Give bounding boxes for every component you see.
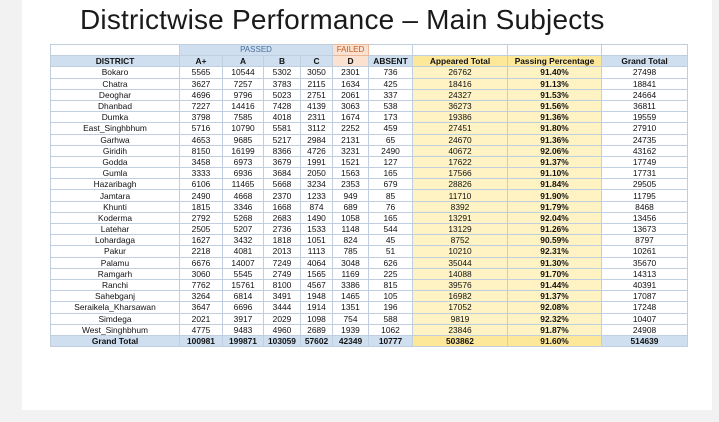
cell-absent: 425 — [369, 78, 413, 89]
cell-a-plus: 1627 — [180, 235, 223, 246]
cell-grand-total: 27498 — [602, 67, 688, 78]
cell-b: 3684 — [264, 168, 301, 179]
cell-c: 2115 — [301, 78, 333, 89]
cell-b: 5023 — [264, 89, 301, 100]
cell-d: 689 — [333, 201, 369, 212]
cell-appeared-total: 19386 — [413, 112, 508, 123]
cell-absent: 165 — [369, 168, 413, 179]
cell-passing-percentage: 91.36% — [508, 112, 602, 123]
cell-passing-percentage: 91.84% — [508, 179, 602, 190]
cell-b: 4960 — [264, 324, 301, 335]
cell-a-plus: 2490 — [180, 190, 223, 201]
cell-a-plus: 3798 — [180, 112, 223, 123]
cell-a: 10790 — [223, 123, 264, 134]
cell-district: Seraikela_Kharsawan — [51, 302, 180, 313]
cell-b: 3491 — [264, 291, 301, 302]
column-header-d: D — [333, 56, 369, 67]
cell-c: 1565 — [301, 268, 333, 279]
table-row — [51, 123, 688, 134]
cell-a: 7257 — [223, 78, 264, 89]
cell-passing-percentage: 91.26% — [508, 224, 602, 235]
total-b: 103059 — [264, 335, 301, 346]
cell-absent: 173 — [369, 112, 413, 123]
cell-a-plus: 4696 — [180, 89, 223, 100]
cell-c: 4139 — [301, 100, 333, 111]
cell-appeared-total: 8392 — [413, 201, 508, 212]
cell-d: 2252 — [333, 123, 369, 134]
cell-passing-percentage: 91.10% — [508, 168, 602, 179]
cell-a-plus: 2792 — [180, 212, 223, 223]
cell-passing-percentage: 91.53% — [508, 89, 602, 100]
cell-appeared-total: 27451 — [413, 123, 508, 134]
cell-district: Dumka — [51, 112, 180, 123]
cell-a: 16199 — [223, 145, 264, 156]
cell-district: Hazaribagh — [51, 179, 180, 190]
cell-d: 754 — [333, 313, 369, 324]
cell-appeared-total: 28826 — [413, 179, 508, 190]
cell-a: 3917 — [223, 313, 264, 324]
cell-a: 14416 — [223, 100, 264, 111]
cell-grand-total: 17248 — [602, 302, 688, 313]
table-row — [51, 89, 688, 100]
cell-a: 9796 — [223, 89, 264, 100]
cell-a-plus: 8150 — [180, 145, 223, 156]
table-row — [51, 156, 688, 167]
cell-appeared-total: 24670 — [413, 134, 508, 145]
cell-d: 3048 — [333, 257, 369, 268]
cell-appeared-total: 14088 — [413, 268, 508, 279]
cell-a-plus: 3627 — [180, 78, 223, 89]
cell-d: 3386 — [333, 279, 369, 290]
cell-c: 3234 — [301, 179, 333, 190]
cell-appeared-total: 11710 — [413, 190, 508, 201]
cell-a: 15761 — [223, 279, 264, 290]
slide — [22, 0, 712, 410]
cell-d: 3231 — [333, 145, 369, 156]
cell-b: 1668 — [264, 201, 301, 212]
cell-appeared-total: 13129 — [413, 224, 508, 235]
cell-c: 2050 — [301, 168, 333, 179]
cell-grand-total: 24908 — [602, 324, 688, 335]
cell-passing-percentage: 91.79% — [508, 201, 602, 212]
cell-grand-total: 8468 — [602, 201, 688, 212]
cell-passing-percentage: 91.37% — [508, 291, 602, 302]
cell-district: Deoghar — [51, 89, 180, 100]
cell-district: Garhwa — [51, 134, 180, 145]
column-header-b: B — [264, 56, 301, 67]
failed-group-header: FAILED — [333, 45, 369, 56]
cell-b: 2029 — [264, 313, 301, 324]
table-row — [51, 291, 688, 302]
cell-d: 2061 — [333, 89, 369, 100]
cell-grand-total: 18841 — [602, 78, 688, 89]
cell-district: Simdega — [51, 313, 180, 324]
cell-a-plus: 3647 — [180, 302, 223, 313]
cell-absent: 127 — [369, 156, 413, 167]
table-row — [51, 145, 688, 156]
cell-d: 2131 — [333, 134, 369, 145]
cell-a-plus: 7227 — [180, 100, 223, 111]
cell-passing-percentage: 92.04% — [508, 212, 602, 223]
cell-appeared-total: 16982 — [413, 291, 508, 302]
cell-a-plus: 6106 — [180, 179, 223, 190]
cell-appeared-total: 23846 — [413, 324, 508, 335]
cell-d: 1058 — [333, 212, 369, 223]
cell-a-plus: 3333 — [180, 168, 223, 179]
cell-c: 4064 — [301, 257, 333, 268]
cell-grand-total: 36811 — [602, 100, 688, 111]
cell-a: 11465 — [223, 179, 264, 190]
cell-grand-total: 17731 — [602, 168, 688, 179]
cell-a: 3432 — [223, 235, 264, 246]
cell-district: Lohardaga — [51, 235, 180, 246]
cell-grand-total: 13456 — [602, 212, 688, 223]
cell-district: Sahebganj — [51, 291, 180, 302]
cell-a: 14007 — [223, 257, 264, 268]
cell-c: 4567 — [301, 279, 333, 290]
cell-passing-percentage: 90.59% — [508, 235, 602, 246]
cell-absent: 538 — [369, 100, 413, 111]
cell-appeared-total: 17622 — [413, 156, 508, 167]
cell-absent: 588 — [369, 313, 413, 324]
cell-a: 9685 — [223, 134, 264, 145]
cell-b: 3783 — [264, 78, 301, 89]
cell-passing-percentage: 91.37% — [508, 156, 602, 167]
cell-d: 1634 — [333, 78, 369, 89]
cell-a-plus: 2505 — [180, 224, 223, 235]
table-row — [51, 201, 688, 212]
cell-absent: 165 — [369, 212, 413, 223]
cell-passing-percentage: 92.31% — [508, 246, 602, 257]
table-row — [51, 168, 688, 179]
table-row — [51, 224, 688, 235]
cell-a-plus: 4653 — [180, 134, 223, 145]
column-header-absent: ABSENT — [369, 56, 413, 67]
cell-b: 8100 — [264, 279, 301, 290]
cell-d: 1521 — [333, 156, 369, 167]
cell-absent: 76 — [369, 201, 413, 212]
table-row — [51, 268, 688, 279]
cell-b: 3444 — [264, 302, 301, 313]
cell-passing-percentage: 91.44% — [508, 279, 602, 290]
cell-district: Chatra — [51, 78, 180, 89]
cell-a-plus: 3060 — [180, 268, 223, 279]
cell-appeared-total: 17052 — [413, 302, 508, 313]
cell-grand-total: 8797 — [602, 235, 688, 246]
cell-appeared-total: 35044 — [413, 257, 508, 268]
cell-d: 2301 — [333, 67, 369, 78]
total-a-plus: 100981 — [180, 335, 223, 346]
cell-grand-total: 43162 — [602, 145, 688, 156]
cell-d: 1169 — [333, 268, 369, 279]
total-c: 57602 — [301, 335, 333, 346]
cell-appeared-total: 18416 — [413, 78, 508, 89]
column-header-row — [51, 56, 688, 67]
cell-c: 1098 — [301, 313, 333, 324]
cell-a-plus: 4775 — [180, 324, 223, 335]
table-row — [51, 313, 688, 324]
cell-a: 9483 — [223, 324, 264, 335]
cell-b: 2749 — [264, 268, 301, 279]
cell-d: 785 — [333, 246, 369, 257]
cell-c: 4726 — [301, 145, 333, 156]
cell-d: 1939 — [333, 324, 369, 335]
cell-b: 5668 — [264, 179, 301, 190]
page-title: Districtwise Performance – Main Subjects — [80, 4, 605, 35]
cell-appeared-total: 8752 — [413, 235, 508, 246]
cell-d: 3063 — [333, 100, 369, 111]
cell-grand-total: 27910 — [602, 123, 688, 134]
table-row — [51, 112, 688, 123]
cell-c: 3112 — [301, 123, 333, 134]
cell-grand-total: 24664 — [602, 89, 688, 100]
grand-total-row — [51, 335, 688, 346]
cell-district: Jamtara — [51, 190, 180, 201]
cell-passing-percentage: 92.08% — [508, 302, 602, 313]
cell-d: 949 — [333, 190, 369, 201]
cell-grand-total: 14313 — [602, 268, 688, 279]
cell-b: 7428 — [264, 100, 301, 111]
cell-appeared-total: 26762 — [413, 67, 508, 78]
cell-grand-total: 35670 — [602, 257, 688, 268]
cell-absent: 544 — [369, 224, 413, 235]
cell-a-plus: 1815 — [180, 201, 223, 212]
table-row — [51, 190, 688, 201]
cell-b: 5302 — [264, 67, 301, 78]
cell-c: 1991 — [301, 156, 333, 167]
cell-a-plus: 3264 — [180, 291, 223, 302]
cell-grand-total: 11795 — [602, 190, 688, 201]
cell-a: 10544 — [223, 67, 264, 78]
cell-absent: 225 — [369, 268, 413, 279]
cell-absent: 815 — [369, 279, 413, 290]
cell-d: 1351 — [333, 302, 369, 313]
table-row — [51, 324, 688, 335]
cell-grand-total: 17087 — [602, 291, 688, 302]
column-header-appeared-total: Appeared Total — [413, 56, 508, 67]
column-header-grand-total: Grand Total — [602, 56, 688, 67]
cell-d: 1563 — [333, 168, 369, 179]
cell-absent: 679 — [369, 179, 413, 190]
cell-absent: 65 — [369, 134, 413, 145]
total-passing-percentage: 91.60% — [508, 335, 602, 346]
cell-district: Koderma — [51, 212, 180, 223]
cell-a-plus: 7762 — [180, 279, 223, 290]
column-header-c: C — [301, 56, 333, 67]
cell-c: 3050 — [301, 67, 333, 78]
cell-a: 3346 — [223, 201, 264, 212]
cell-grand-total: 40391 — [602, 279, 688, 290]
cell-appeared-total: 40672 — [413, 145, 508, 156]
cell-b: 8366 — [264, 145, 301, 156]
cell-passing-percentage: 91.13% — [508, 78, 602, 89]
table-row — [51, 179, 688, 190]
cell-district: Gumla — [51, 168, 180, 179]
cell-absent: 1062 — [369, 324, 413, 335]
table-row — [51, 212, 688, 223]
cell-b: 2736 — [264, 224, 301, 235]
cell-passing-percentage: 91.40% — [508, 67, 602, 78]
cell-district: Latehar — [51, 224, 180, 235]
cell-b: 5217 — [264, 134, 301, 145]
cell-a-plus: 3458 — [180, 156, 223, 167]
cell-district: Ramgarh — [51, 268, 180, 279]
table-row — [51, 134, 688, 145]
cell-d: 1148 — [333, 224, 369, 235]
table-row — [51, 67, 688, 78]
cell-passing-percentage: 91.90% — [508, 190, 602, 201]
cell-a-plus: 6676 — [180, 257, 223, 268]
column-header-a-plus: A+ — [180, 56, 223, 67]
cell-grand-total: 10407 — [602, 313, 688, 324]
cell-absent: 45 — [369, 235, 413, 246]
cell-passing-percentage: 91.36% — [508, 134, 602, 145]
cell-passing-percentage: 91.56% — [508, 100, 602, 111]
cell-district: Pakur — [51, 246, 180, 257]
cell-district: Palamu — [51, 257, 180, 268]
cell-a-plus: 2021 — [180, 313, 223, 324]
cell-a: 6973 — [223, 156, 264, 167]
cell-b: 3679 — [264, 156, 301, 167]
cell-grand-total: 19559 — [602, 112, 688, 123]
cell-appeared-total: 36273 — [413, 100, 508, 111]
cell-c: 1051 — [301, 235, 333, 246]
total-appeared-total: 503862 — [413, 335, 508, 346]
cell-absent: 105 — [369, 291, 413, 302]
cell-grand-total: 24735 — [602, 134, 688, 145]
cell-passing-percentage: 92.06% — [508, 145, 602, 156]
cell-appeared-total: 39576 — [413, 279, 508, 290]
table-row — [51, 246, 688, 257]
cell-passing-percentage: 91.80% — [508, 123, 602, 134]
cell-district: Godda — [51, 156, 180, 167]
cell-grand-total: 10261 — [602, 246, 688, 257]
table-row — [51, 279, 688, 290]
cell-b: 2013 — [264, 246, 301, 257]
cell-c: 1113 — [301, 246, 333, 257]
total-district: Grand Total — [51, 335, 180, 346]
cell-c: 874 — [301, 201, 333, 212]
cell-appeared-total: 10210 — [413, 246, 508, 257]
cell-district: Dhanbad — [51, 100, 180, 111]
cell-appeared-total: 9819 — [413, 313, 508, 324]
cell-b: 7249 — [264, 257, 301, 268]
table-row — [51, 257, 688, 268]
cell-a: 6814 — [223, 291, 264, 302]
cell-passing-percentage: 91.87% — [508, 324, 602, 335]
cell-a: 4081 — [223, 246, 264, 257]
cell-a-plus: 5716 — [180, 123, 223, 134]
cell-d: 1465 — [333, 291, 369, 302]
cell-a: 7585 — [223, 112, 264, 123]
cell-c: 2984 — [301, 134, 333, 145]
cell-appeared-total: 13291 — [413, 212, 508, 223]
performance-table — [50, 44, 688, 347]
cell-absent: 196 — [369, 302, 413, 313]
cell-c: 2751 — [301, 89, 333, 100]
cell-c: 1233 — [301, 190, 333, 201]
table-row — [51, 78, 688, 89]
cell-c: 2311 — [301, 112, 333, 123]
total-absent: 10777 — [369, 335, 413, 346]
cell-district: Giridih — [51, 145, 180, 156]
cell-absent: 2490 — [369, 145, 413, 156]
cell-d: 824 — [333, 235, 369, 246]
cell-b: 2370 — [264, 190, 301, 201]
table-row — [51, 100, 688, 111]
cell-c: 1948 — [301, 291, 333, 302]
passed-group-header: PASSED — [180, 45, 333, 56]
cell-a: 5268 — [223, 212, 264, 223]
cell-d: 1674 — [333, 112, 369, 123]
table-row — [51, 302, 688, 313]
cell-district: West_Singhbhum — [51, 324, 180, 335]
cell-a-plus: 2218 — [180, 246, 223, 257]
column-header-district: DISTRICT — [51, 56, 180, 67]
cell-b: 5581 — [264, 123, 301, 134]
total-a: 199871 — [223, 335, 264, 346]
cell-absent: 85 — [369, 190, 413, 201]
cell-a: 6936 — [223, 168, 264, 179]
cell-absent: 51 — [369, 246, 413, 257]
cell-c: 1914 — [301, 302, 333, 313]
cell-b: 2683 — [264, 212, 301, 223]
table-row — [51, 235, 688, 246]
cell-absent: 337 — [369, 89, 413, 100]
cell-grand-total: 17749 — [602, 156, 688, 167]
cell-district: East_Singhbhum — [51, 123, 180, 134]
cell-passing-percentage: 92.32% — [508, 313, 602, 324]
cell-appeared-total: 24327 — [413, 89, 508, 100]
cell-appeared-total: 17566 — [413, 168, 508, 179]
column-header-passing-percentage: Passing Percentage — [508, 56, 602, 67]
cell-grand-total: 29505 — [602, 179, 688, 190]
cell-c: 2689 — [301, 324, 333, 335]
cell-grand-total: 13673 — [602, 224, 688, 235]
column-header-a: A — [223, 56, 264, 67]
cell-district: Bokaro — [51, 67, 180, 78]
cell-d: 2353 — [333, 179, 369, 190]
cell-a: 5545 — [223, 268, 264, 279]
cell-c: 1533 — [301, 224, 333, 235]
total-grand-total: 514639 — [602, 335, 688, 346]
cell-district: Khunti — [51, 201, 180, 212]
cell-a: 5207 — [223, 224, 264, 235]
cell-absent: 736 — [369, 67, 413, 78]
cell-absent: 459 — [369, 123, 413, 134]
cell-passing-percentage: 91.30% — [508, 257, 602, 268]
cell-district: Ranchi — [51, 279, 180, 290]
cell-a: 6696 — [223, 302, 264, 313]
total-d: 42349 — [333, 335, 369, 346]
cell-passing-percentage: 91.70% — [508, 268, 602, 279]
cell-b: 1818 — [264, 235, 301, 246]
cell-b: 4018 — [264, 112, 301, 123]
cell-c: 1490 — [301, 212, 333, 223]
group-header-row — [51, 45, 688, 56]
cell-a: 4668 — [223, 190, 264, 201]
cell-a-plus: 5565 — [180, 67, 223, 78]
cell-absent: 626 — [369, 257, 413, 268]
